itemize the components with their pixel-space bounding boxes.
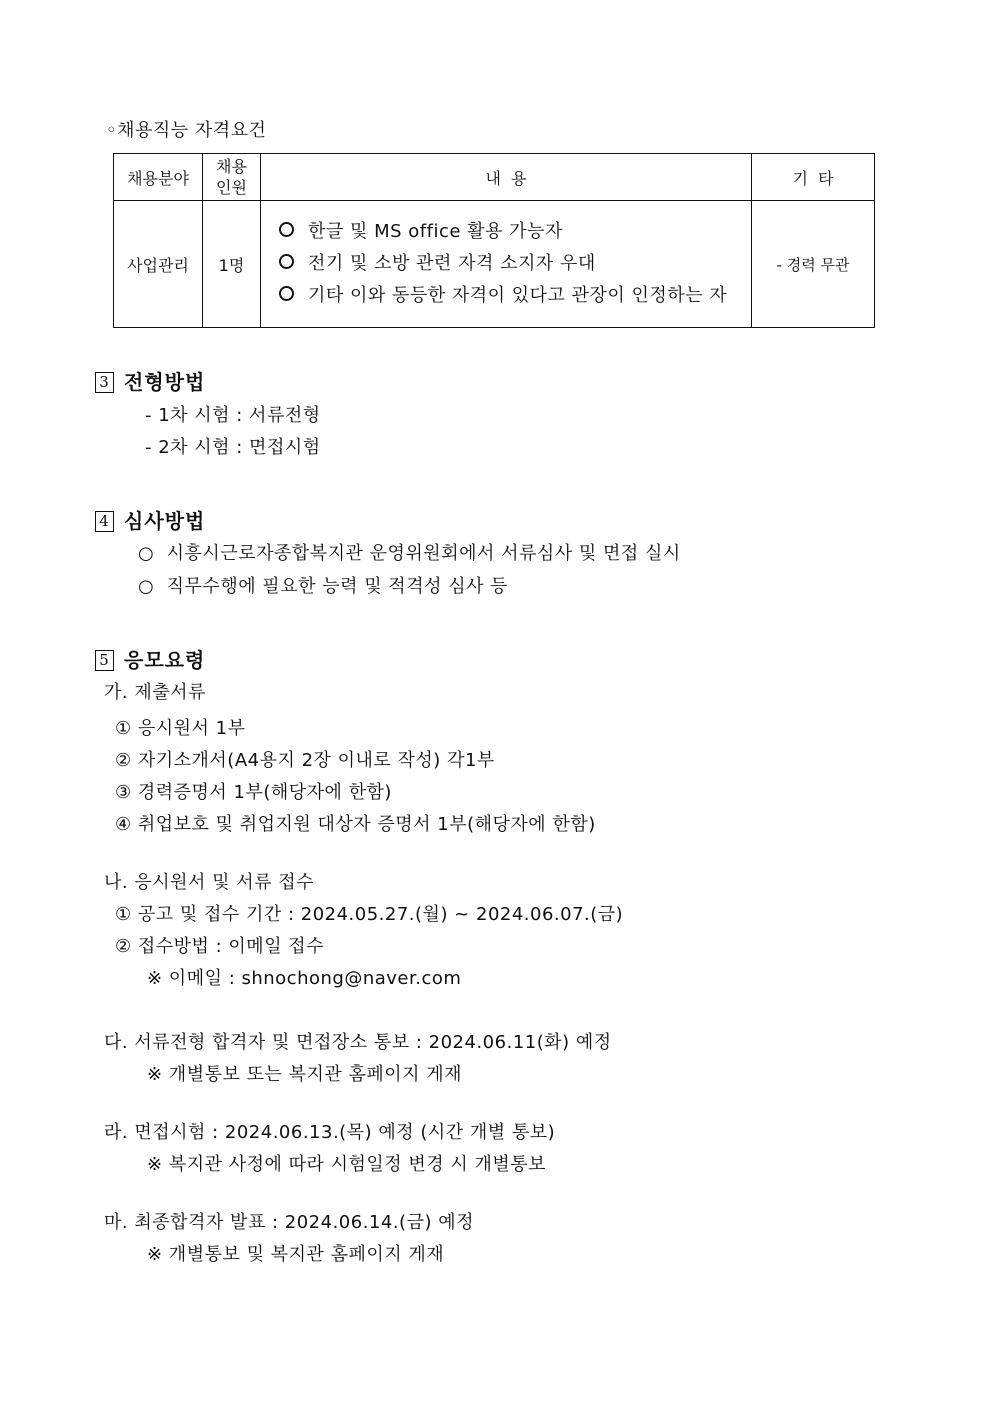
row-count: 1명 [203, 201, 261, 328]
table-header-row [114, 154, 875, 201]
content-item: 전기 및 소방 관련 자격 소지자 우대 [279, 248, 751, 280]
row-etc: - 경력 무관 [752, 201, 875, 328]
section3-title: 전형방법 [124, 370, 206, 394]
circle-bullet-icon [279, 254, 294, 269]
subsection-c-note: ※ 개별통보 또는 복지관 홈페이지 게재 [147, 1064, 463, 1085]
subsection-b-title: 나. 응시원서 및 서류 접수 [104, 872, 314, 893]
section4-number: 4 [95, 511, 114, 532]
section3-item: - 2차 시험 : 면접시험 [145, 437, 321, 458]
section5-title: 응모요령 [124, 648, 206, 672]
table-row [114, 201, 875, 328]
circle-bullet-icon [279, 286, 294, 301]
section3-item: - 1차 시험 : 서류전형 [145, 405, 321, 426]
section3-heading [95, 366, 205, 395]
document-item: ① 응시원서 1부 [115, 718, 246, 739]
application-item: ① 공고 및 접수 기간 : 2024.05.27.(월) ~ 2024.06.07.(금) [115, 904, 624, 925]
subsection-e-title: 마. 최종합격자 발표 : 2024.06.14.(금) 예정 [104, 1212, 474, 1233]
row-field: 사업관리 [114, 201, 203, 328]
section4-heading [95, 505, 205, 534]
section5-number: 5 [95, 650, 114, 671]
header-count-line2: 인원 [216, 178, 247, 197]
subsection-c-title: 다. 서류전형 합격자 및 면접장소 통보 : 2024.06.11(화) 예정 [104, 1032, 612, 1053]
header-count [203, 154, 261, 201]
qualification-title: ◦채용직능 자격요건 [106, 120, 267, 141]
header-field: 채용분야 [114, 154, 203, 201]
subsection-e-note: ※ 개별통보 및 복지관 홈페이지 게재 [147, 1244, 445, 1265]
section5-heading [95, 644, 205, 673]
subsection-a-title: 가. 제출서류 [104, 682, 206, 703]
header-content: 내 용 [261, 154, 752, 201]
document-item: ④ 취업보호 및 취업지원 대상자 증명서 1부(해당자에 한함) [115, 814, 596, 835]
row-content [261, 201, 752, 328]
header-etc: 기 타 [752, 154, 875, 201]
circle-bullet-icon [279, 222, 294, 237]
document-item: ③ 경력증명서 1부(해당자에 한함) [115, 782, 392, 803]
header-count-line1: 채용 [216, 157, 247, 176]
section4-item: ○ 시흥시근로자종합복지관 운영위원회에서 서류심사 및 면접 실시 [138, 543, 681, 564]
subsection-d-note: ※ 복지관 사정에 따라 시험일정 변경 시 개별통보 [147, 1154, 547, 1175]
document-item: ② 자기소개서(A4용지 2장 이내로 작성) 각1부 [115, 750, 495, 771]
section4-item: ○ 직무수행에 필요한 능력 및 적격성 심사 등 [138, 576, 509, 597]
application-item: ② 접수방법 : 이메일 접수 [115, 936, 325, 957]
section4-title: 심사방법 [124, 509, 206, 533]
subsection-d-title: 라. 면접시험 : 2024.06.13.(목) 예정 (시간 개별 통보) [104, 1122, 556, 1143]
section3-number: 3 [95, 372, 114, 393]
content-item: 기타 이와 동등한 자격이 있다고 관장이 인정하는 자 [279, 280, 751, 312]
content-item: 한글 및 MS office 활용 가능자 [279, 216, 751, 248]
email-note: ※ 이메일 : shnochong@naver.com [147, 968, 462, 989]
qualification-table [113, 153, 875, 328]
